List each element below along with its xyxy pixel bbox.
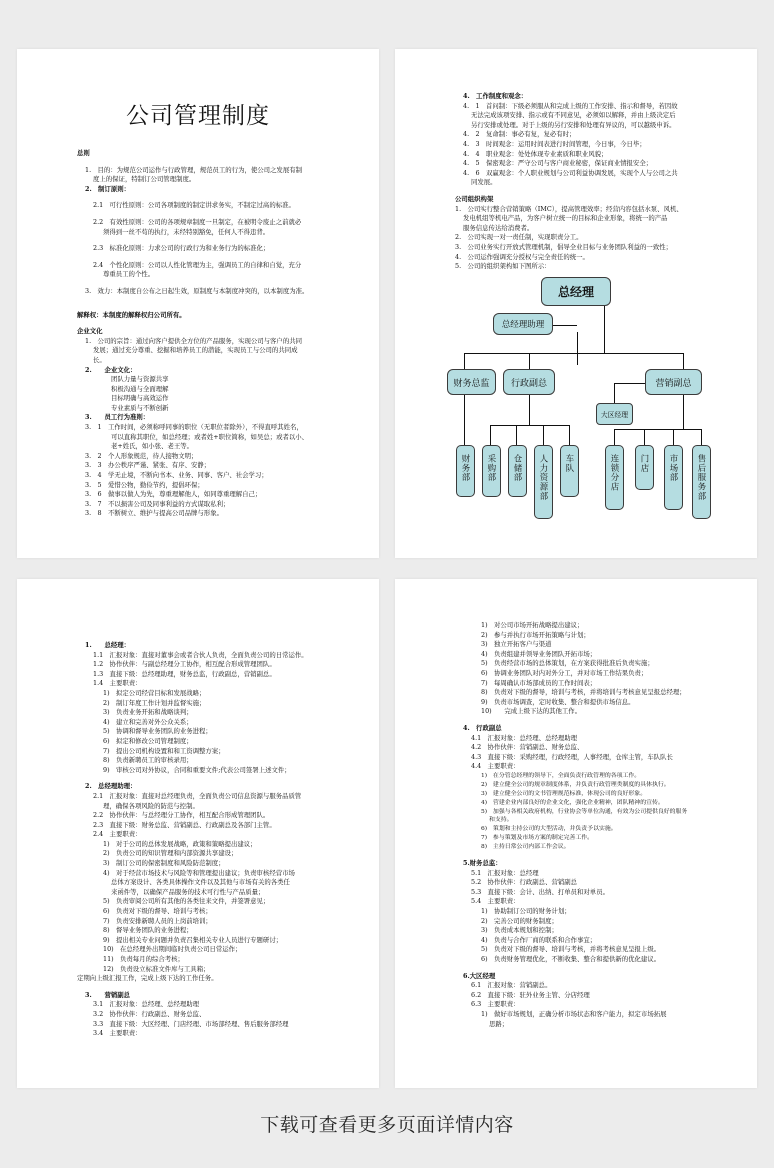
text-line: 4) 负责与合作厂商的联系和合作事宜； — [481, 935, 597, 944]
text-line: 4. 公司运作强调充分授权与完全责任的统一。 — [455, 252, 589, 261]
text-line: 1) 拟定公司经营目标和发展战略； — [103, 688, 206, 697]
text-line: 2) 建立健全公司的规章制度体系，并负责行政管理类制度的具体执行。 — [481, 781, 670, 788]
text-line: 1) 做好市场规划，正确分析市场状态和客户能力，拟定市场拓展 — [481, 1009, 667, 1018]
text-line: 3. 效力：本制度自公布之日起生效，原制度与本制度冲突的，以本制度为准。 — [85, 286, 309, 295]
text-line: 理，确保各项风险的防范与控制。 — [103, 801, 199, 810]
text-line: 3. 营销副总 — [85, 990, 131, 999]
text-line: 3. 公司业务实行开放式管理机制，倡导全业目标与业务团队利益的一致性； — [455, 242, 672, 251]
text-line: 2.3 标准化原则：力求公司的行政行为和业务行为的标准化； — [93, 244, 270, 253]
text-line: 5.3 直接下级：会计、出纳、打单员和对单员。 — [471, 887, 609, 896]
text-line: 6) 拟定和修改公司管理制度； — [103, 736, 193, 745]
text-line: 4. 6 双赢观念：个人职业规划与公司利益协调发展，实现个人与公司之共 — [463, 168, 678, 177]
text-line: 定期向上级汇报工作，完成上级下达的工作任务。 — [77, 974, 218, 983]
text-line: 6.2 直接下级：驻外业务主管、分店经理 — [471, 990, 590, 999]
page-3-body — [77, 641, 357, 1039]
text-line: 4.2 协作伙伴：营销副总、财务总监、 — [471, 743, 584, 752]
text-line: 4) 建立和完善对外公众关系； — [103, 717, 193, 726]
text-line: 1. 公司的宗旨：通过向客户提供全方位的产品服务，实现公司与客户的共同 — [85, 336, 302, 345]
text-line: 10) 在总经理外出期间临时负责公司日常运作； — [103, 945, 242, 954]
text-line: 2. 制订原则： — [85, 184, 131, 193]
text-line: 总则 — [77, 149, 90, 157]
text-line: 1.2 协作伙伴：与副总经理分工协作，相互配合形成管理团队。 — [93, 660, 276, 669]
text-line: 9) 提出相关专业问题并负责召集相关专业人员进行专题研讨； — [103, 935, 283, 944]
text-line: 1. 目的：为规范公司运作与行政管理，规范员工的行为，使公司之发展有制 — [85, 165, 302, 174]
text-line: 9) 负责市场调查，定时收集、整合和提供市场信息。 — [481, 697, 635, 706]
org-unit-store: 门店 — [635, 445, 654, 490]
text-line: 11) 负责每月的综合考核； — [103, 955, 184, 963]
text-line: 4) 营建企业内部良好的企业文化，强化企业精神，团队精神的宣传。 — [481, 799, 664, 806]
text-line: 公司组织构架 — [455, 194, 494, 203]
text-line: 3.4 主要职责： — [93, 1029, 142, 1038]
text-line: 2.1 可行性原则：公司各项制度的制定讲求务实，不制定过高的标准。 — [93, 201, 295, 210]
text-line: 发电机组等机电产品，为客户树立统一的目标和企业形象，将统一的产品 — [463, 214, 668, 223]
text-line: 3. 8 不断树立、维护与提高公司品牌与形象。 — [85, 509, 223, 518]
text-line: 5) 负责对下级的督导、培训与考核，并将考核意见呈报上级。 — [481, 945, 661, 954]
text-line: 可以直称其职位，如总经理；或者姓+职位简称，如吴总；或者以小、 — [111, 432, 309, 441]
text-line: 3) 建立健全公司的文书管理规范标准，体现公司的良好形象。 — [481, 790, 647, 797]
text-line: 3. 4 学无止境，不断向书本、业务、同事、客户、社会学习； — [85, 471, 268, 480]
text-line: 6) 负责对下级的督导、培训与考核； — [103, 907, 212, 916]
text-line: 总体方案设计、各类具体操作文件以及其他与市场有关的各类任 — [111, 878, 290, 887]
text-line: 3. 7 不以损害公司及同事利益的方式谋取私利； — [85, 499, 230, 508]
text-line: 10) 完成上级下达的其他工作。 — [481, 707, 582, 716]
text-line: 2.3 直接下级：财务总监、营销副总、行政副总及各部门主管。 — [93, 820, 276, 829]
line-spacer — [77, 320, 357, 327]
text-line: 来函件等，以确保产品服务的技术可行性与产品质量； — [111, 887, 265, 896]
text-line: 7) 负责安排新聘人员的上岗前培训； — [103, 916, 212, 925]
text-line: 3. 6 做事以做人为先，尊重理解他人，如同尊重理解自己； — [85, 490, 262, 499]
text-line: 8) 督导业务团队的业务进程； — [103, 926, 193, 935]
text-line: 7) 提出公司机构设置和和工资调整方案； — [103, 746, 225, 755]
org-node-finance: 财务总监 — [447, 369, 496, 395]
text-line: 1. 总经理： — [85, 641, 131, 649]
text-line: 长。 — [93, 355, 106, 364]
text-line: 发展；通过充分尊重、挖掘和培养员工的潜能，实现员工与公司的共同成 — [93, 346, 298, 355]
document-page-2 — [395, 49, 757, 558]
org-unit-chain-stores: 连锁分店 — [605, 445, 624, 510]
text-line: 5) 负责审阅公司所有其他的各类往来文件，并签署意见； — [103, 897, 270, 906]
text-line: 积极沟通与全面理解 — [111, 384, 169, 393]
line-spacer — [77, 194, 357, 201]
text-line: 1.3 直接下级：总经理助理，财务总监，行政副总，营销副总。 — [93, 669, 276, 678]
line-spacer — [77, 254, 357, 261]
org-chart — [395, 49, 757, 558]
text-line: 4) 对于经营市场技术与风险等和管理提出建议；负责审核经营市场 — [103, 868, 295, 877]
org-node-region: 大区经理 — [596, 403, 633, 425]
text-line: 另行安排或处理。对于上级的另行安排和处理有异议的，可以越级申诉。 — [471, 120, 676, 129]
line-spacer — [455, 965, 735, 972]
org-unit-after-sales: 售后服务部 — [692, 445, 711, 519]
text-line: 6.大区经理 — [463, 971, 496, 980]
text-line: 2. 企业文化： — [85, 365, 137, 374]
text-line: 6) 协调业务团队对内对外分工，并对市场工作结果负责； — [481, 668, 648, 677]
org-node-admin: 行政副总 — [503, 369, 555, 395]
text-line: 6) 负责财务管理优化，不断收集、整合和提供新的优化建议。 — [481, 955, 661, 963]
text-line: 2.2 有效性原则：公司的各项规章制度一旦制定，在被明令废止之前就必 — [93, 217, 302, 226]
org-unit-hr: 人力资源部 — [534, 445, 553, 519]
text-line: 2.4 个性化原则：公司以人性化管理为主，强调员工的自律和自觉，充分 — [93, 260, 302, 269]
text-line: 5) 加强与各相关政府机构，行业协会等单位沟通，有效为公司提供良好的服务 — [481, 808, 688, 815]
text-line: 1.1 汇报对象：直接对董事会或者合伙人负责，全面负责公司的日常运作。 — [93, 650, 308, 659]
text-line: 2. 总经理助理： — [85, 782, 137, 791]
text-line: 4.3 直接下级：采购经理，行政经理，人事经理，仓库主管，车队队长 — [471, 752, 673, 761]
text-line: 8) 主持日常公司内部工作会议。 — [481, 844, 570, 851]
text-line: 专业素质与不断创新 — [111, 403, 169, 412]
text-line: 4. 4 职业观念：处处体现专业素质和职业风貌； — [463, 149, 608, 158]
org-node-sales: 营销副总 — [645, 369, 702, 395]
text-line: 1) 协助制订公司的财务计划； — [481, 907, 571, 916]
text-line: 8) 负责新聘员工的审核录用； — [103, 756, 193, 765]
text-line: 5.2 协作伙伴：行政副总、营销副总 — [471, 878, 578, 887]
text-line: 4.1 汇报对象：总经理、总经理助理 — [471, 733, 578, 742]
text-line: 3. 1 工作时间，必须称呼同事的职位（无职位者除外），不得直呼其姓名， — [85, 423, 303, 432]
line-spacer — [77, 211, 357, 218]
document-page-3 — [17, 579, 379, 1088]
line-spacer — [77, 280, 357, 287]
text-line: 1) 在分管总经理的领导下，全面负责行政管理的各项工作。 — [481, 772, 641, 779]
text-line: 3. 2 个人形象规范，待人接物文明； — [85, 451, 198, 460]
text-line: 12) 负责设立标准文件库与工具箱； — [103, 964, 210, 973]
text-line: 6.1 汇报对象：营销副总。 — [471, 981, 552, 990]
text-line: 3.2 协作伙伴：行政副总、财务总监、 — [93, 1009, 206, 1018]
text-line: 无法完成该项安排、指示或有不同意见，必须如以解释，并由上级决定后 — [471, 111, 676, 120]
text-line: 5.4 主要职责： — [471, 897, 520, 906]
text-line: 9) 审核公司对外协议，合同和重要文件;代表公司签署上述文件； — [103, 765, 291, 774]
text-line: 2.4 主要职责： — [93, 830, 142, 839]
text-line: 尊重员工的个性。 — [103, 270, 155, 279]
text-line: 团队力量与资源共享 — [111, 375, 169, 384]
text-line: 4. 2 复命制：事必有复，复必有时； — [463, 130, 576, 139]
text-line: 3) 制订公司的保密制度和风险防范制度； — [103, 859, 225, 868]
text-line: 3.3 直接下级：大区经理、门店经理、市场部经理、售后服务部经理 — [93, 1019, 289, 1028]
text-line: 4) 负责组建并领导业务团队开拓市场； — [481, 649, 597, 658]
text-line: 5.财务总监： — [463, 859, 502, 868]
text-line: 3) 负责成本规划和控制； — [481, 926, 558, 935]
text-line: 6) 策划和主持公司的大型活动，并负责予以实施。 — [481, 826, 617, 833]
document-title: 公司管理制度 — [126, 103, 270, 129]
text-line: 4.4 主要职责： — [471, 762, 520, 771]
text-line: 3. 5 爱惜公物，勤俭节约，提倡环保； — [85, 480, 204, 489]
text-line: 4. 3 时间观念：运用时间表进行时间管理，今日事，今日毕； — [463, 139, 646, 148]
text-line: 5) 负责经营市场的总体策划，在方案获得批准后负责实施； — [481, 659, 654, 668]
line-spacer — [77, 775, 357, 782]
text-line: 解释权：本制度的解释权归公司所有。 — [77, 310, 186, 319]
text-line: 3. 员工行为准则： — [85, 413, 150, 422]
text-line: 目标明确与高效运作 — [111, 394, 169, 403]
text-line: 3) 负责业务开拓和战略谈判； — [103, 708, 193, 717]
text-line: 企业文化 — [77, 327, 103, 336]
text-line: 老+姓氏，如小张、老王等。 — [111, 442, 194, 451]
text-line: 和支持。 — [489, 817, 513, 824]
org-unit-marketing: 市场部 — [664, 445, 683, 510]
text-line: 1) 对公司市场开拓战略提出建议； — [481, 621, 584, 629]
text-line: 度上的保证，特制订公司管理制度。 — [93, 175, 196, 184]
text-line: 2) 完善公司的财务制度； — [481, 916, 558, 925]
text-line: 1) 对于公司的总体发展战略，政策和策略提出建议； — [103, 839, 257, 848]
text-line: 4. 1 首问制：下级必须服从和完成上级的工作安排、指示和督导，若因故 — [463, 101, 678, 110]
text-line: 3) 独立开拓客户与渠道 — [481, 640, 552, 649]
text-line: 7) 每周确认市场部成员的工作时间表； — [481, 678, 597, 687]
line-spacer — [77, 237, 357, 244]
org-unit-purchasing: 采购部 — [482, 445, 501, 497]
org-node-assistant: 总经理助理 — [493, 313, 553, 335]
line-spacer — [77, 984, 357, 991]
text-line: 2.1 汇报对象：直接对总经理负责，全面负责公司信息资源与服务品质管 — [93, 791, 302, 800]
text-line: 思路； — [489, 1019, 509, 1028]
text-line: 服务信息传达给消费者。 — [463, 223, 534, 232]
text-line: 1. 公司实行整合营销策略（IMC），提高管理效率；经营内容包括水泵、风机、 — [455, 204, 683, 213]
text-line: 4. 5 保密观念：严守公司与客户商业秘密，保证商业情报安全； — [463, 159, 653, 168]
text-line: 7) 参与策划及市场方案的制定完善工作。 — [481, 835, 594, 842]
document-page-4 — [395, 579, 757, 1088]
line-spacer — [77, 297, 357, 304]
text-line: 4. 工作制度和观念： — [463, 92, 528, 100]
text-line: 5. 公司的组织架构如下图所示： — [455, 262, 551, 271]
text-line: 2) 负责公司的知识管理和内部资源共享建设； — [103, 849, 238, 858]
line-spacer — [77, 304, 357, 311]
text-line: 同发展。 — [471, 178, 497, 187]
text-line: 2) 制订年度工作计划并监督实施； — [103, 698, 206, 707]
org-unit-fleet: 车队 — [560, 445, 579, 497]
text-line: 2) 参与并执行市场开拓策略与计划； — [481, 630, 590, 639]
line-spacer — [455, 717, 735, 724]
line-spacer — [77, 159, 357, 166]
text-line: 2. 公司实现一对一责任制，实现职责分工。 — [455, 233, 583, 242]
text-line: 6.3 主要职责： — [471, 1000, 520, 1009]
org-node-ceo: 总经理 — [541, 277, 611, 306]
page-1-body — [77, 149, 357, 519]
text-line: 5) 协调和督导业务团队的业务进程； — [103, 727, 212, 736]
text-line: 2.2 协作伙伴：与总经理分工协作，相互配合形成管理团队。 — [93, 811, 270, 820]
text-line: 4. 行政副总 — [463, 723, 502, 732]
document-page-1 — [17, 49, 379, 558]
text-line: 3. 3 办公秩序严谨、紧张、有序、安静； — [85, 461, 211, 470]
text-line: 8) 负责对下级的督导，培训与考核，并将培训与考核意见呈报总经理； — [481, 688, 686, 697]
text-line: 须得到一丝不苟的执行，未经特别豁免，任何人不得违背。 — [103, 227, 270, 236]
org-unit-warehouse: 仓储部 — [508, 445, 527, 497]
org-unit-finance-dept: 财务部 — [456, 445, 475, 497]
page-4-body — [455, 621, 735, 1029]
text-line: 1.4 主要职责： — [93, 679, 142, 688]
line-spacer — [455, 852, 735, 859]
text-line: 5.1 汇报对象：总经理 — [471, 868, 539, 877]
text-line: 3.1 汇报对象：总经理、总经理助理 — [93, 1000, 200, 1009]
download-prompt[interactable]: 下载可查看更多页面详情内容 — [260, 1114, 514, 1136]
